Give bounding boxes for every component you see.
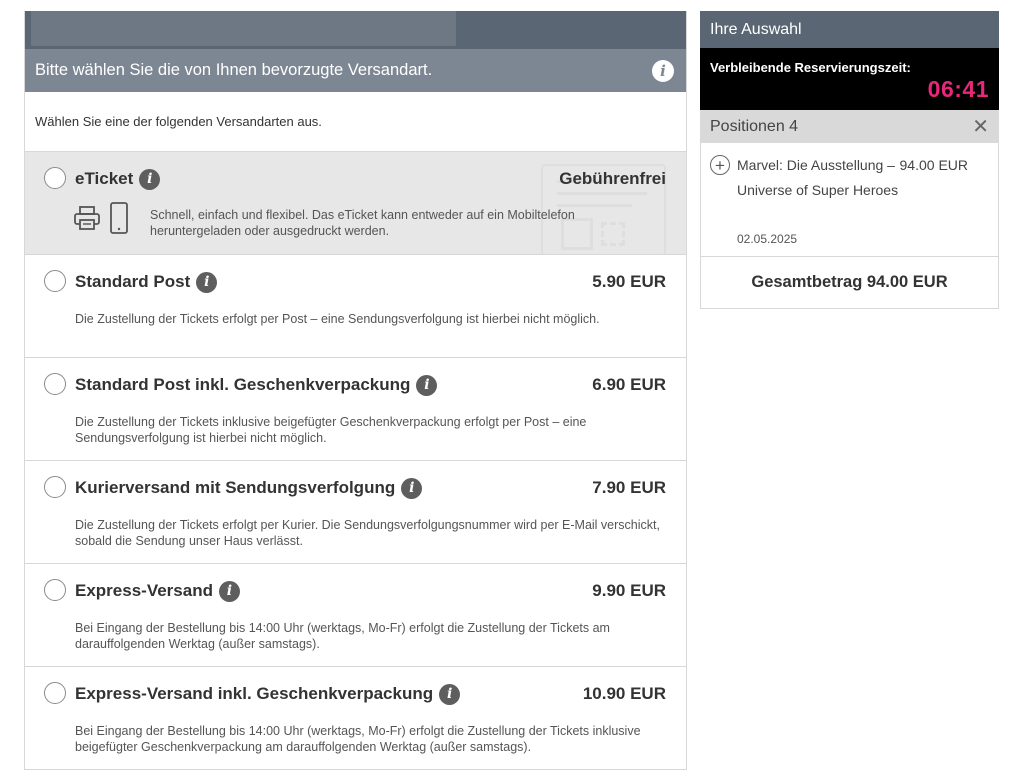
shipping-section-header [25,49,686,92]
info-icon[interactable]: i [139,169,160,190]
option-description: Schnell, einfach und flexibel. Das eTicket kann entweder auf ein Mobiltelefon heruntergeladen oder ausgedruckt werden. [150,208,575,238]
ticket-delivery-icons [73,202,129,239]
timer-value: 06:41 [927,76,989,102]
reservation-timer [700,48,999,110]
cart-item [700,143,999,257]
info-icon[interactable]: i [219,581,240,602]
option-title: Standard Post inkl. Geschenkverpackung [75,375,411,394]
option-title-row [75,167,160,191]
radio-standard-post[interactable] [44,270,66,292]
radio-courier[interactable] [44,476,66,498]
radio-express-gift[interactable] [44,682,66,704]
plus-circle-icon[interactable]: + [710,155,730,175]
option-title-row [75,682,460,706]
shipping-heading: Bitte wählen Sie die von Ihnen bevorzugte Versandart. [35,61,433,79]
option-title-row [75,476,422,500]
shipping-option-eticket[interactable] [25,152,686,255]
option-title: eTicket [75,169,134,188]
option-title-row [75,270,217,294]
top-bar-segment [31,11,456,46]
cart-item-name: Marvel: Die Ausstellung – Universe of Super Heroes [737,157,899,198]
info-icon[interactable]: i [416,375,437,396]
info-icon[interactable]: i [652,60,674,82]
cart-summary [700,11,999,309]
option-description: Die Zustellung der Tickets inklusive beigefügter Geschenkverpackung erfolgt per Post – eine Sendungsverfolgung ist hierbei nicht möglich. [75,415,587,445]
option-description: Bei Eingang der Bestellung bis 14:00 Uhr (werktags, Mo-Fr) erfolgt die Zustellung der Tickets inklusive beigefügter Geschenkverpackung am darauffolgenden Werktag (außer samstags). [75,724,641,754]
radio-eticket[interactable] [44,167,66,189]
top-bar [25,11,686,49]
info-icon[interactable]: i [439,684,460,705]
shipping-option-express-gift[interactable] [25,667,686,770]
info-icon[interactable]: i [401,478,422,499]
close-icon[interactable]: ✕ [972,116,989,138]
cart-title: Ihre Auswahl [700,11,999,48]
info-icon[interactable]: i [196,272,217,293]
cart-item-price: 94.00 EUR [899,157,968,173]
option-price: 10.90 EUR [582,684,666,703]
shipping-panel [24,11,687,770]
shipping-option-express[interactable] [25,564,686,667]
option-description: Bei Eingang der Bestellung bis 14:00 Uhr (werktags, Mo-Fr) erfolgt die Zustellung der Tickets am darauffolgenden Werktag (außer samstags). [75,621,610,651]
option-price: 6.90 EUR [592,375,666,394]
option-title-row [75,373,437,397]
radio-express[interactable] [44,579,66,601]
shipping-option-standard-post[interactable] [25,255,686,358]
cart-total: Gesamtbetrag 94.00 EUR [700,257,999,309]
cart-item-date: 02.05.2025 [737,232,798,246]
option-price: 9.90 EUR [592,581,666,600]
option-title-row [75,579,240,603]
option-description: Die Zustellung der Tickets erfolgt per Post – eine Sendungsverfolgung ist hierbei nicht möglich. [75,312,600,326]
radio-standard-post-gift[interactable] [44,373,66,395]
option-description: Die Zustellung der Tickets erfolgt per Kurier. Die Sendungsverfolgungsnummer wird per E-Mail verschickt, sobald die Sendung unser Haus verlässt. [75,518,660,548]
timer-label: Verbleibende Reservierungszeit: [710,60,911,75]
printer-icon [73,205,101,236]
option-title: Standard Post [75,272,191,291]
option-title: Express-Versand [75,581,213,600]
mobile-phone-icon [109,202,129,239]
option-title: Express-Versand inkl. Geschenkverpackung [75,684,434,703]
positions-bar [700,110,999,143]
option-title: Kurierversand mit Sendungsverfolgung [75,478,396,497]
positions-label: Positionen 4 [710,117,799,135]
shipping-subtitle: Wählen Sie eine der folgenden Versandarten aus. [25,92,686,152]
option-price: Gebührenfrei [559,169,666,188]
option-price: 5.90 EUR [592,272,666,291]
shipping-option-standard-post-gift[interactable] [25,358,686,461]
shipping-option-courier[interactable] [25,461,686,564]
option-price: 7.90 EUR [592,478,666,497]
